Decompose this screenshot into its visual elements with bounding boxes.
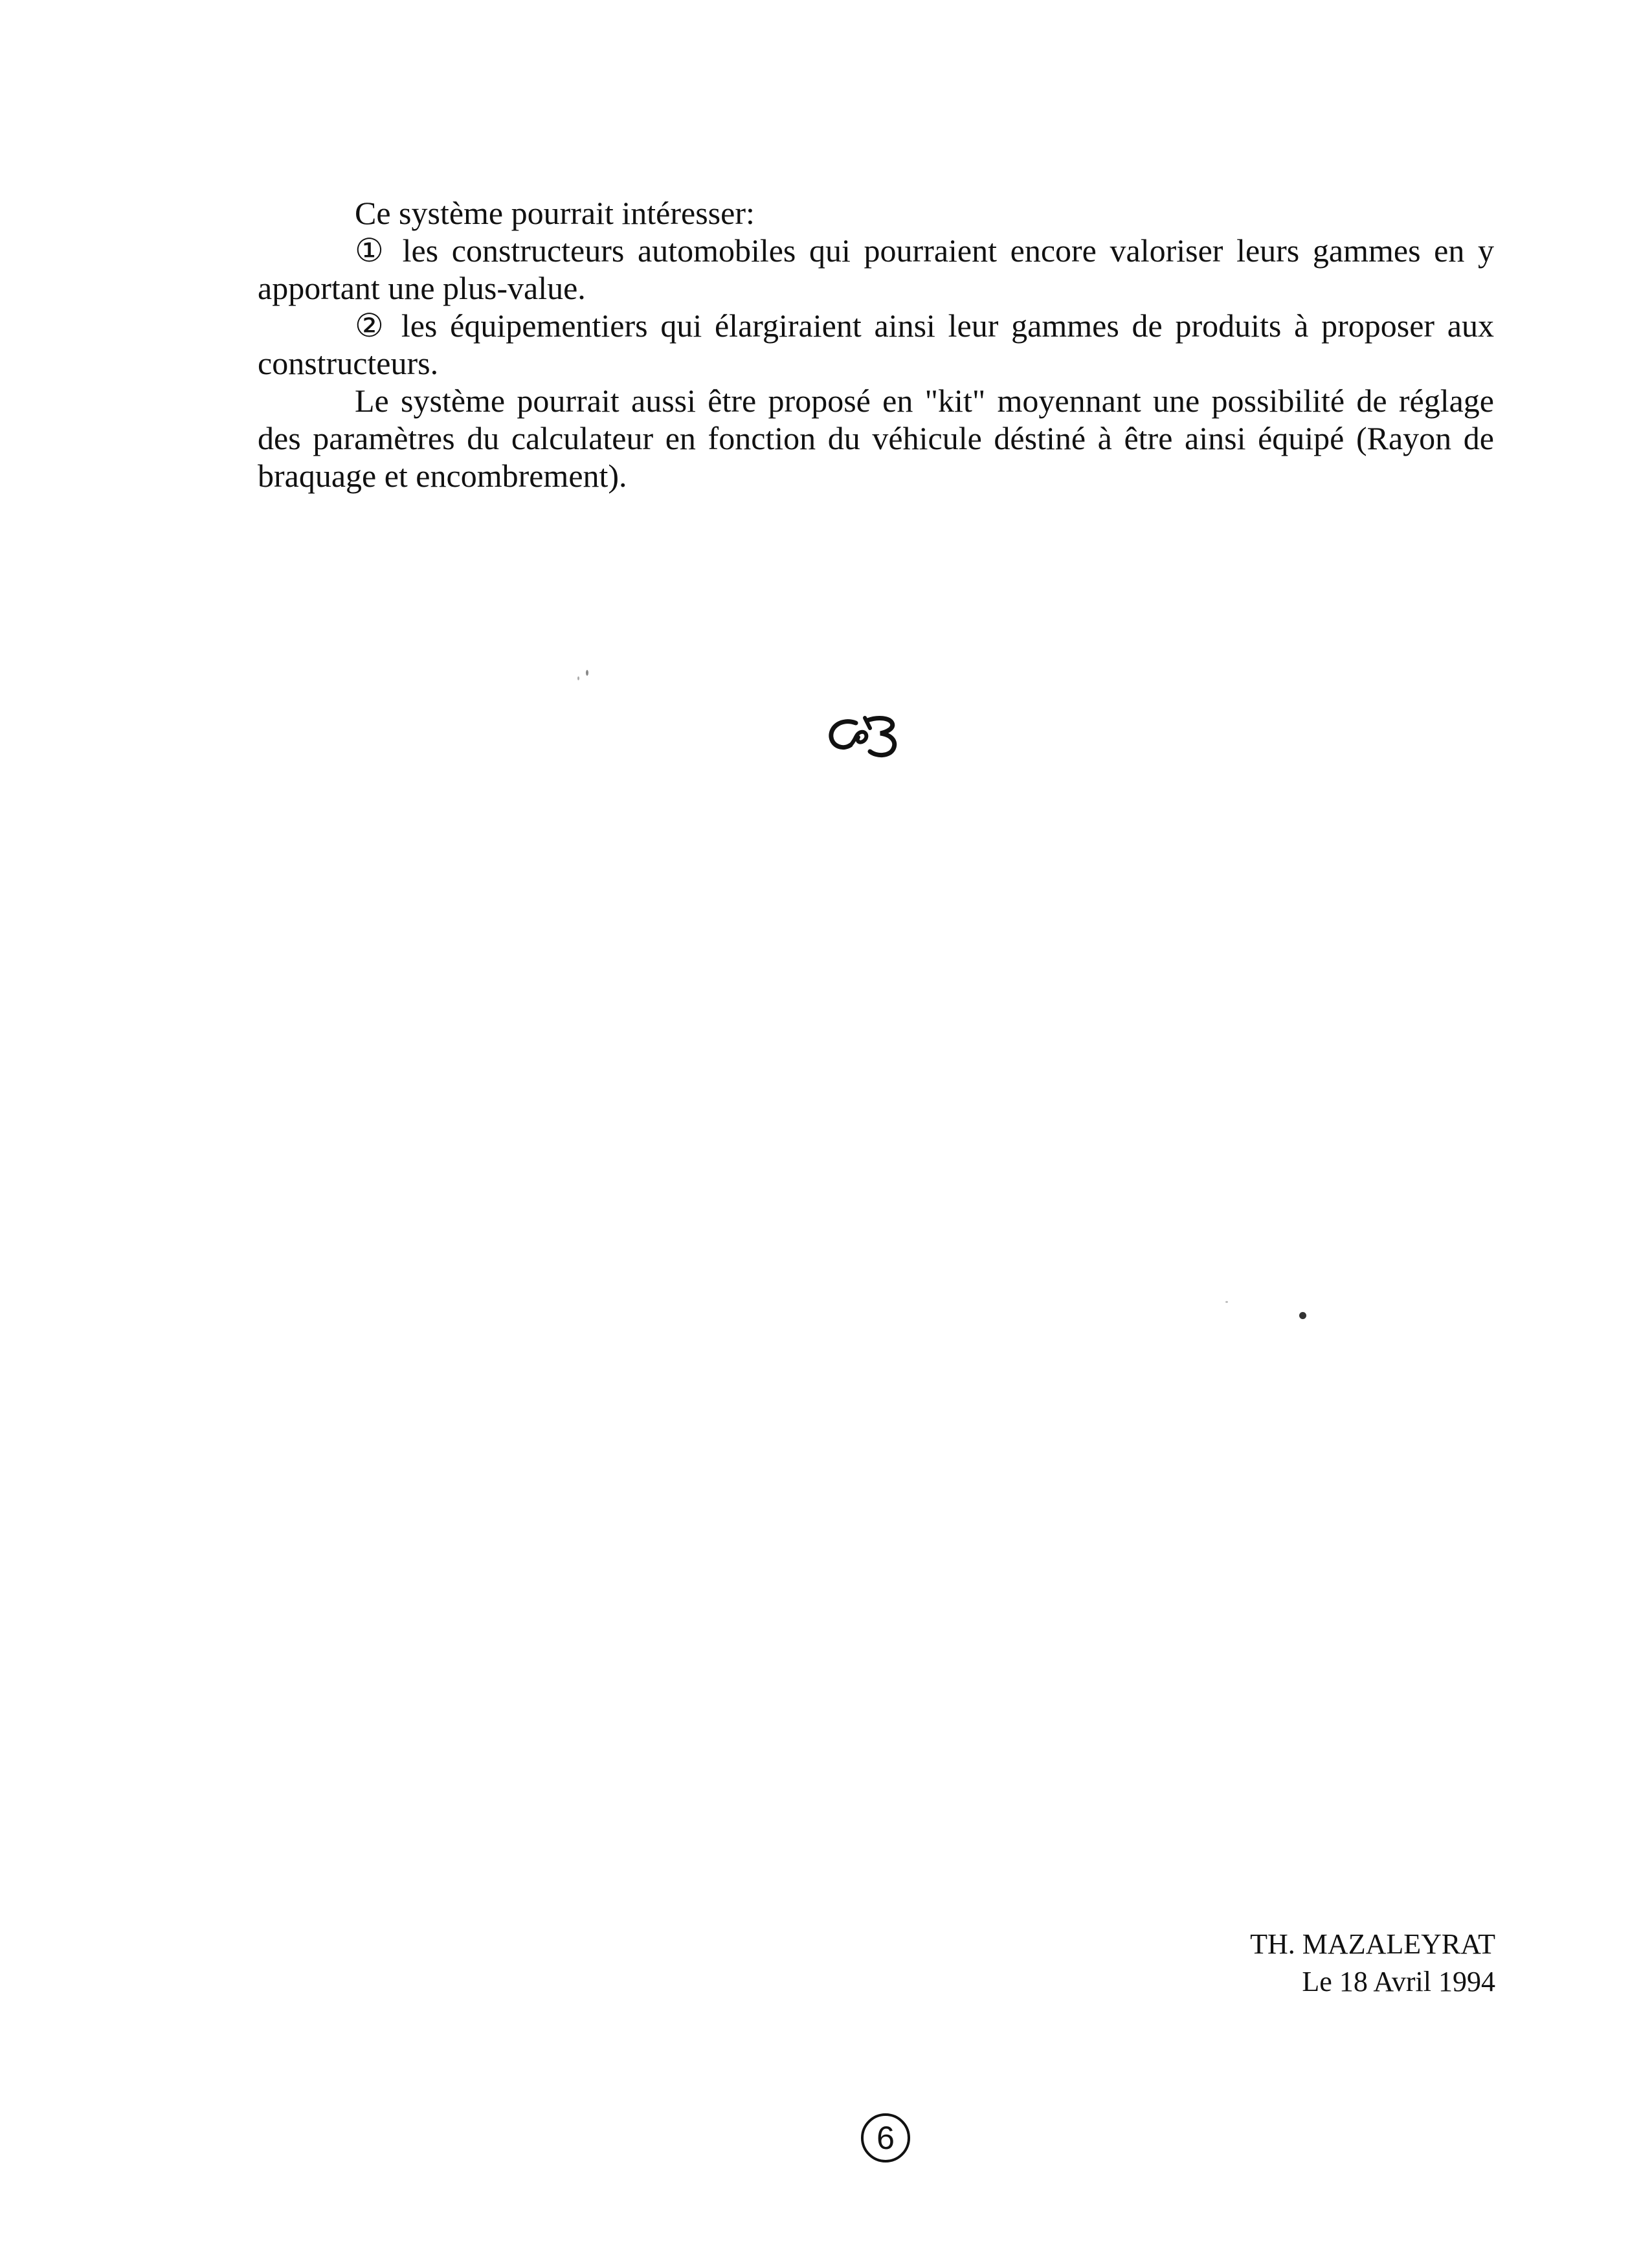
fleuron-ornament-icon — [822, 709, 913, 761]
paragraph-intro: Ce système pourrait intéresser: — [355, 195, 755, 231]
scan-speck — [577, 676, 579, 680]
paragraph-kit: Le système pourrait aussi être proposé en "kit" moyennant une possibilité de réglage des paramètres du calculateur en fonction du véhicule déstiné à être ainsi équipé (Rayon de braquage et encombrement). — [258, 383, 1494, 494]
body-text — [258, 194, 1494, 495]
signature-name: TH. MAZALEYRAT — [1250, 1928, 1495, 1960]
scan-speck — [1225, 1301, 1228, 1303]
scan-speck — [1299, 1312, 1306, 1319]
paragraph-item-2: ② les équipementiers qui élargiraient ainsi leur gammes de produits à proposer aux constructeurs. — [258, 307, 1494, 381]
scan-speck — [586, 670, 588, 676]
signature-date: Le 18 Avril 1994 — [1302, 1966, 1495, 1997]
signature-block — [1250, 1926, 1495, 2001]
page-number-value: 6 — [876, 2120, 895, 2156]
paragraph-item-1: ① les constructeurs automobiles qui pourraient encore valoriser leurs gammes en y apportant une plus-value. — [258, 232, 1494, 306]
page-number — [861, 2113, 910, 2162]
